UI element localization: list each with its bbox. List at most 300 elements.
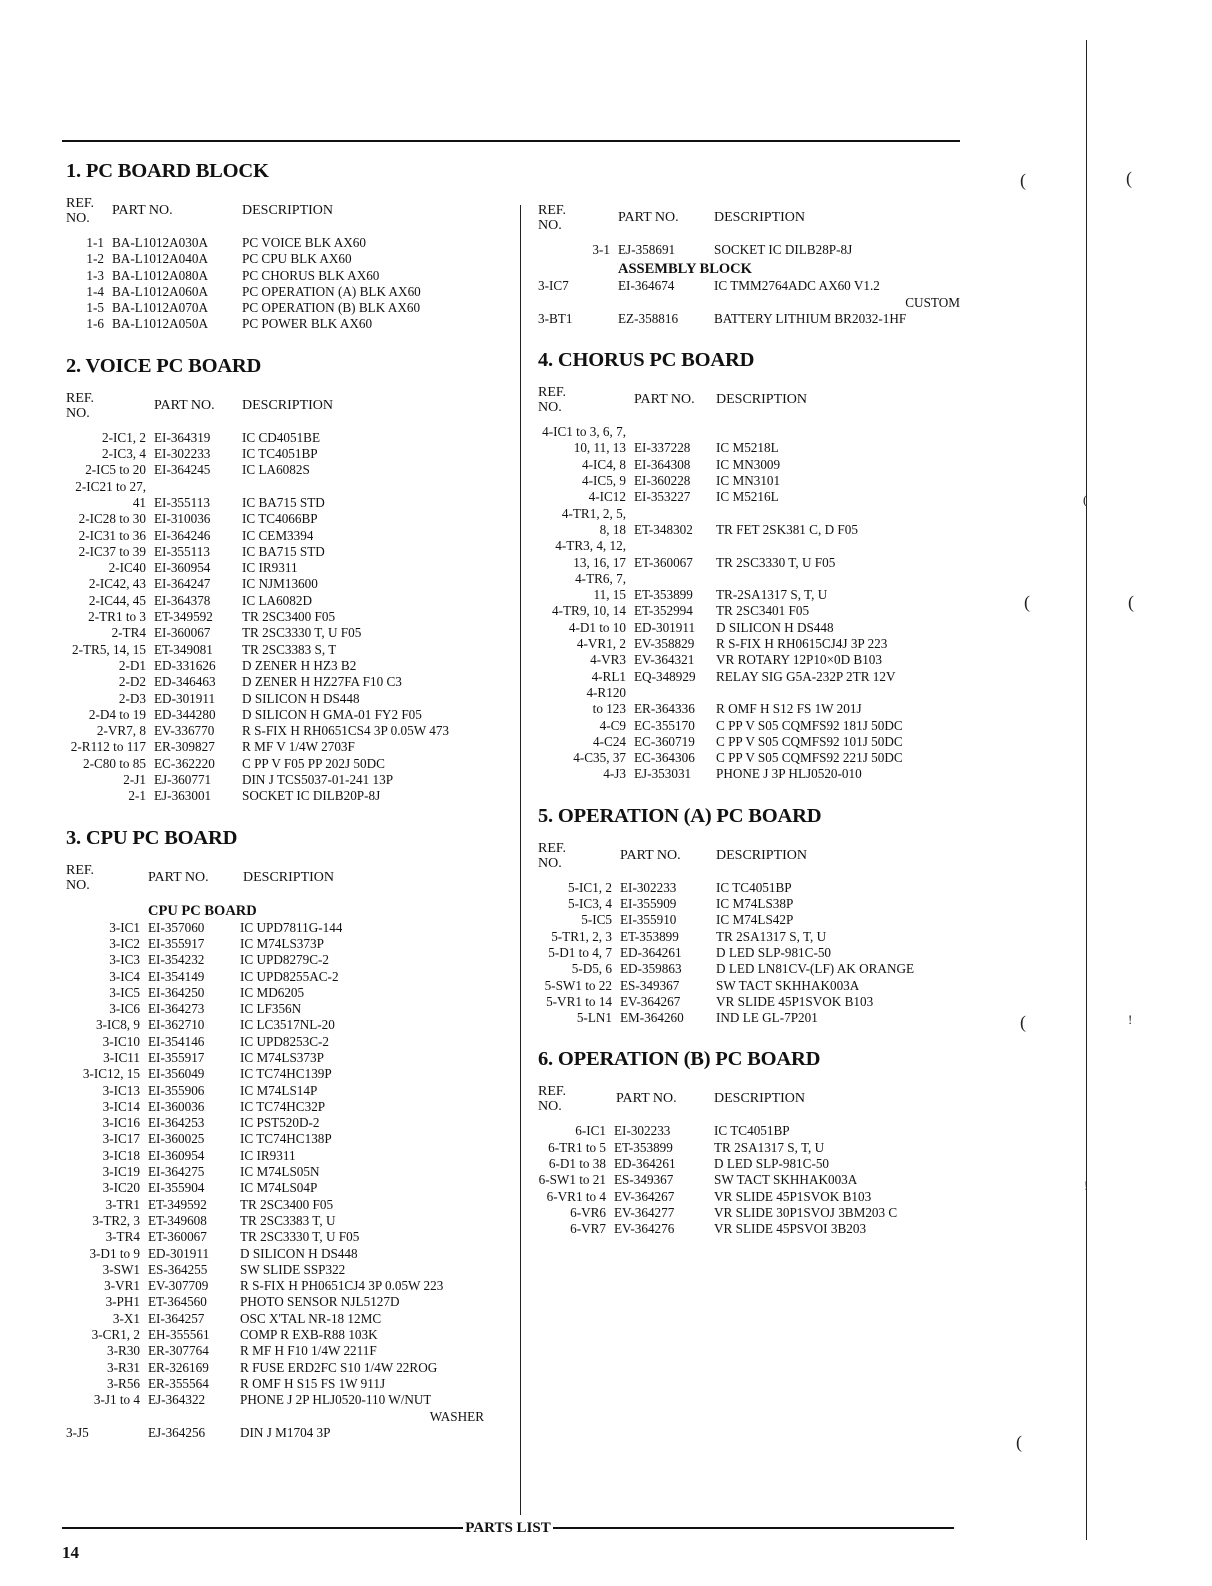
description-cell: IC MN3101 xyxy=(716,473,781,489)
description-cell: IC CD4051BE xyxy=(242,429,321,445)
parts-table xyxy=(66,235,516,333)
ref-no-cell: 3-X1 xyxy=(112,1310,140,1326)
description-cell: VR ROTARY 12P10×0D B103 xyxy=(716,652,882,668)
table-row xyxy=(66,446,516,462)
part-no-cell: EV-336770 xyxy=(154,723,215,739)
table-row xyxy=(66,691,516,707)
ref-no-cell: 2-TR1 to 3 xyxy=(88,609,146,625)
table-row xyxy=(538,734,988,750)
ref-no-cell: 3-IC14 xyxy=(102,1098,140,1114)
ref-no-cell: 1-2 xyxy=(86,251,104,267)
table-row xyxy=(66,462,516,478)
table-row xyxy=(538,571,988,587)
table-row xyxy=(538,912,988,928)
part-no-cell: EI-364247 xyxy=(154,576,211,592)
table-row xyxy=(66,1099,516,1115)
part-no-cell: ED-364261 xyxy=(614,1155,676,1171)
footer-label: PARTS LIST xyxy=(465,1519,551,1536)
part-no-cell: ER-355564 xyxy=(148,1375,209,1391)
ref-no-cell: 3-CR1, 2 xyxy=(91,1327,140,1343)
part-no-cell: ET-353899 xyxy=(620,928,679,944)
ref-no-cell: 1-5 xyxy=(86,300,104,316)
ref-no-cell: 3-IC3 xyxy=(109,952,140,968)
table-row xyxy=(538,652,988,668)
parts-table xyxy=(538,424,988,783)
page-number: 14 xyxy=(62,1543,79,1562)
ref-no-header: REF. NO. xyxy=(66,862,95,893)
ref-no-cell: 3-IC6 xyxy=(109,1001,140,1017)
table-row xyxy=(66,920,516,936)
table-row xyxy=(538,766,988,782)
top-rule xyxy=(62,140,960,142)
part-no-cell: EI-302233 xyxy=(154,446,211,462)
table-row xyxy=(538,242,988,258)
table-row xyxy=(66,1034,516,1050)
part-no-cell: ET-360067 xyxy=(148,1229,207,1245)
description-cell: IND LE GL-7P201 xyxy=(716,1010,818,1026)
description-cell: VR SLIDE 45P1SVOK B103 xyxy=(716,993,874,1009)
table-row xyxy=(538,424,988,440)
description-cell: IC NJM13600 xyxy=(242,576,318,592)
part-no-cell: EI-364257 xyxy=(148,1310,205,1326)
part-no-cell: ET-348302 xyxy=(634,521,693,537)
ref-no-cell: 1-6 xyxy=(86,316,104,332)
part-no-cell xyxy=(634,538,716,554)
part-no-cell: EV-364276 xyxy=(614,1221,675,1237)
table-row xyxy=(66,1294,516,1310)
ref-no-cell: 4-IC5, 9 xyxy=(582,473,626,489)
table-row xyxy=(66,284,516,300)
table-row xyxy=(66,1131,516,1147)
margin-mark: ( xyxy=(1020,1012,1026,1032)
ref-no-cell: 2-IC1, 2 xyxy=(102,429,146,445)
footer-rule xyxy=(553,1527,954,1529)
table-row xyxy=(66,593,516,609)
part-no-cell: EI-302233 xyxy=(614,1123,671,1139)
parts-table xyxy=(538,242,988,258)
description-cell: R MF H F10 1/4W 2211F xyxy=(240,1343,377,1359)
section-title: 4. CHORUS PC BOARD xyxy=(538,349,755,372)
table-row xyxy=(66,1148,516,1164)
description-cell: SOCKET IC DILB28P-8J xyxy=(714,242,853,257)
description-cell: IC M74LS42P xyxy=(716,912,794,928)
ref-no-cell: 5-LN1 xyxy=(576,1010,612,1026)
ref-no-cell: 3-VR1 xyxy=(104,1278,140,1294)
description-cell: SOCKET IC DILB20P-8J xyxy=(242,788,381,804)
table-row xyxy=(66,560,516,576)
part-no-cell: ET-353899 xyxy=(614,1139,673,1155)
description-cell: D SILICON H DS448 xyxy=(716,619,834,635)
table-row xyxy=(66,235,516,251)
description-cell: IC IR9311 xyxy=(242,560,298,576)
table-row xyxy=(66,1017,516,1033)
table-row xyxy=(538,945,988,961)
part-no-cell: BA-L1012A070A xyxy=(112,300,208,316)
ref-no-cell: 2-IC37 to 39 xyxy=(78,543,146,559)
table-row xyxy=(66,1376,516,1392)
description-cell: DIN J TCS5037-01-241 13P xyxy=(242,772,394,788)
description-cell: R OMF H S12 FS 1W 201J xyxy=(716,701,862,717)
ref-no-cell: 5-IC5 xyxy=(581,912,612,928)
ref-no-cell: 10, 11, 13 xyxy=(573,440,626,456)
description-cell: R MF V 1/4W 2703F xyxy=(242,739,355,755)
description-cell: R S-FIX H PH0651CJ4 3P 0.05W 223 xyxy=(240,1278,444,1294)
description-cell: COMP R EXB-R88 103K xyxy=(240,1327,378,1343)
section-operation-b-pc-board xyxy=(538,1048,988,1237)
part-no-cell: EI-355906 xyxy=(148,1082,205,1098)
section-title: 2. VOICE PC BOARD xyxy=(66,354,262,377)
part-no-cell: EV-364267 xyxy=(620,993,681,1009)
table-row xyxy=(538,685,988,701)
ref-no-cell: 3-IC8, 9 xyxy=(96,1017,140,1033)
ref-no-cell: 3-TR4 xyxy=(105,1229,140,1245)
description-cell: IC TC74HC138P xyxy=(240,1131,332,1147)
part-no-cell: ER-307764 xyxy=(148,1343,209,1359)
table-row xyxy=(538,978,988,994)
ref-no-cell: 2-D3 xyxy=(118,690,146,706)
description-cell: SW SLIDE SSP322 xyxy=(240,1261,346,1277)
left-column xyxy=(66,160,516,1463)
part-no-cell: ER-364336 xyxy=(634,701,695,717)
table-row xyxy=(538,506,988,522)
description-cell: D SILICON H GMA-01 FY2 F05 xyxy=(242,706,422,722)
description-cell: IC M74LS373P xyxy=(240,935,324,951)
ref-no-cell: 3-IC12, 15 xyxy=(82,1066,140,1082)
ref-no-cell: 2-D2 xyxy=(118,674,146,690)
table-header xyxy=(66,193,516,229)
table-row xyxy=(66,1001,516,1017)
table-row xyxy=(66,1392,516,1408)
part-no-cell: EI-364250 xyxy=(148,984,205,1000)
table-header xyxy=(538,838,988,874)
table-row xyxy=(538,457,988,473)
description-cell: D SILICON H DS448 xyxy=(240,1245,358,1261)
ref-no-cell: 4-TR9, 10, 14 xyxy=(552,603,626,619)
table-row xyxy=(538,1140,988,1156)
part-no-header: PART NO. xyxy=(148,869,209,885)
description-cell: IC TC4051BP xyxy=(242,446,318,462)
description-cell: TR 2SC3383 S, T xyxy=(242,641,337,657)
table-row xyxy=(538,929,988,945)
ref-no-cell: 4-C9 xyxy=(599,717,626,733)
ref-no-cell: 4-IC1 to 3, 6, 7, xyxy=(542,424,626,440)
table-row xyxy=(66,268,516,284)
description-cell: C PP V S05 CQMFS92 101J 50DC xyxy=(716,733,903,749)
table-row xyxy=(66,1115,516,1131)
description-cell: R S-FIX H RH0615CJ4J 3P 223 xyxy=(716,636,888,652)
table-row xyxy=(66,1066,516,1082)
ref-no-cell: 1-4 xyxy=(86,283,104,299)
table-row xyxy=(538,1221,988,1237)
part-no-cell: EI-353227 xyxy=(634,489,691,505)
table-row xyxy=(538,636,988,652)
ref-no-cell: 8, 18 xyxy=(599,521,626,537)
right-column xyxy=(538,200,988,1259)
description-cell: R OMF H S15 FS 1W 911J xyxy=(240,1375,386,1391)
part-no-cell: EI-355910 xyxy=(620,912,677,928)
ref-no-cell: 2-VR7, 8 xyxy=(96,723,146,739)
description-cell: PHONE J 2P HLJ0520-110 W/NUT xyxy=(240,1392,432,1408)
description-cell: TR 2SC3400 F05 xyxy=(242,609,336,625)
part-no-cell: EC-364306 xyxy=(634,750,695,766)
ref-no-cell: 2-TR4 xyxy=(111,625,146,641)
table-row xyxy=(66,969,516,985)
description-cell: IC BA715 STD xyxy=(242,543,325,559)
section-chorus-pc-board xyxy=(538,349,988,783)
part-no-header: PART NO. xyxy=(620,847,681,863)
part-no-cell: BA-L1012A050A xyxy=(112,316,208,332)
description-cell: IC MD6205 xyxy=(240,984,305,1000)
ref-no-cell: 41 xyxy=(132,494,146,510)
part-no-cell: ET-349592 xyxy=(148,1196,207,1212)
ref-no-cell: 5-VR1 to 14 xyxy=(546,993,612,1009)
part-no-cell: ES-364255 xyxy=(148,1261,208,1277)
table-row xyxy=(66,1278,516,1294)
ref-no-cell: 4-R120 xyxy=(586,684,626,700)
description-cell: TR 2SC3400 F05 xyxy=(240,1196,334,1212)
ref-no-cell: 2-IC5 to 20 xyxy=(85,462,146,478)
description-cell: IC TC74HC139P xyxy=(240,1066,332,1082)
table-header xyxy=(538,382,988,418)
ref-no-cell: 3-IC11 xyxy=(103,1049,140,1065)
ref-no-cell: 2-IC40 xyxy=(108,560,146,576)
description-cell: RELAY SIG G5A-232P 2TR 12V xyxy=(716,668,896,684)
ref-no-cell: 4-RL1 xyxy=(591,668,626,684)
table-row xyxy=(538,555,988,571)
table-row xyxy=(538,440,988,456)
part-no-cell: BA-L1012A040A xyxy=(112,251,208,267)
description-cell: D LED LN81CV-(LF) AK ORANGE xyxy=(716,961,915,977)
ref-no-cell: 3-IC20 xyxy=(102,1180,140,1196)
ref-no-cell: 1-3 xyxy=(86,267,104,283)
description-cell: TR-2SA1317 S, T, U xyxy=(716,587,828,603)
description-cell: TR FET 2SK381 C, D F05 xyxy=(716,521,858,537)
ref-no-cell: 6-VR7 xyxy=(570,1221,606,1237)
description-cell: TR 2SC3330 T, U F05 xyxy=(242,625,362,641)
description-cell: IC TC4066BP xyxy=(242,511,318,527)
part-no-cell: ED-364261 xyxy=(620,944,682,960)
description-cell: R FUSE ERD2FC S10 1/4W 22ROG xyxy=(240,1359,438,1375)
ref-no-cell: 2-IC42, 43 xyxy=(88,576,146,592)
ref-no-cell: 4-J3 xyxy=(603,766,626,782)
continuation-text: CUSTOM xyxy=(905,294,960,310)
table-row xyxy=(66,1360,516,1376)
part-no-cell: EJ-364322 xyxy=(148,1392,206,1408)
ref-no-cell: 3-J1 to 4 xyxy=(93,1392,140,1408)
part-no-cell: EV-307709 xyxy=(148,1278,209,1294)
ref-no-cell: 1-1 xyxy=(86,235,104,250)
ref-no-header: REF. NO. xyxy=(538,840,567,871)
part-no-cell xyxy=(634,506,716,522)
part-no-cell: ET-364560 xyxy=(148,1294,207,1310)
description-cell: D SILICON H DS448 xyxy=(242,690,360,706)
table-row xyxy=(66,316,516,332)
ref-no-header: REF. NO. xyxy=(66,196,95,226)
margin-mark: ( xyxy=(1020,170,1026,190)
table-row xyxy=(66,1246,516,1262)
part-no-cell: ES-349367 xyxy=(614,1172,674,1188)
part-no-cell: ES-349367 xyxy=(620,977,680,993)
description-cell: IC MN3009 xyxy=(716,456,781,472)
ref-no-cell: 4-TR6, 7, xyxy=(575,570,626,586)
table-row xyxy=(66,1343,516,1359)
description-cell: IC TC74HC32P xyxy=(240,1098,326,1114)
ref-no-header: REF. NO. xyxy=(538,1084,567,1115)
part-no-cell: EI-355113 xyxy=(154,494,210,510)
ref-no-cell: 2-D4 to 19 xyxy=(88,706,146,722)
subheading: CPU PC BOARD xyxy=(148,902,257,919)
part-no-cell: EI-362710 xyxy=(148,1017,205,1033)
table-row xyxy=(66,1327,516,1343)
part-no-cell: EI-364275 xyxy=(148,1164,205,1180)
table-row xyxy=(66,985,516,1001)
section-operation-a-pc-board xyxy=(538,805,988,1027)
description-cell: PC CPU BLK AX60 xyxy=(242,251,352,267)
part-no-cell: EI-354232 xyxy=(148,952,205,968)
table-row xyxy=(538,587,988,603)
table-row xyxy=(538,750,988,766)
description-cell: OSC X'TAL NR-18 12MC xyxy=(240,1310,382,1326)
part-no-cell: ED-359863 xyxy=(620,961,682,977)
section-cpu-pc-board xyxy=(66,827,516,1442)
part-no-cell: ER-326169 xyxy=(148,1359,209,1375)
section-cpu-continued xyxy=(538,200,988,327)
footer-rule xyxy=(62,1527,463,1529)
description-cell: C PP V S05 CQMFS92 181J 50DC xyxy=(716,717,903,733)
part-no-cell: EI-337228 xyxy=(634,440,691,456)
ref-no-cell: 3-R30 xyxy=(107,1343,140,1359)
ref-no-cell: 3-IC18 xyxy=(102,1147,140,1163)
page-edge-line xyxy=(1086,40,1087,1540)
part-no-cell: EI-355917 xyxy=(148,935,205,951)
part-no-cell: EM-364260 xyxy=(620,1010,684,1026)
part-no-cell: ED-301911 xyxy=(148,1245,210,1261)
ref-no-cell: 3-R56 xyxy=(107,1375,140,1391)
column-divider xyxy=(520,205,521,1515)
ref-no-cell: 4-D1 to 10 xyxy=(568,619,626,635)
table-row xyxy=(538,1123,988,1139)
section-pc-board-block xyxy=(66,160,516,333)
description-cell: IC M74LS373P xyxy=(240,1049,324,1065)
ref-no-cell: 3-IC16 xyxy=(102,1115,140,1131)
description-header: DESCRIPTION xyxy=(243,869,335,885)
table-row xyxy=(66,1050,516,1066)
part-no-cell: EI-354146 xyxy=(148,1033,205,1049)
table-row xyxy=(538,896,988,912)
ref-no-cell: 3-TR1 xyxy=(105,1196,140,1212)
description-cell: C PP V F05 PP 202J 50DC xyxy=(242,755,385,771)
table-row xyxy=(66,772,516,788)
ref-no-cell: 6-SW1 to 21 xyxy=(538,1172,606,1188)
ref-no-cell: 5-D1 to 4, 7 xyxy=(548,944,612,960)
table-row xyxy=(66,251,516,267)
part-no-cell: ED-301911 xyxy=(634,619,696,635)
section-title: 6. OPERATION (B) PC BOARD xyxy=(538,1048,821,1071)
ref-no-cell: 5-SW1 to 22 xyxy=(544,977,612,993)
description-cell: TR 2SC3383 T, U xyxy=(240,1212,336,1228)
ref-no-cell: to 123 xyxy=(592,701,626,717)
ref-no-cell: 5-IC3, 4 xyxy=(568,896,612,912)
description-cell: TR 2SC3330 T, U F05 xyxy=(240,1229,360,1245)
ref-no-cell: 6-VR6 xyxy=(570,1204,606,1220)
description-cell: IC LF356N xyxy=(240,1001,302,1017)
parts-list-footer xyxy=(62,1520,954,1536)
table-row xyxy=(538,473,988,489)
part-no-cell: ET-352994 xyxy=(634,603,693,619)
ref-no-cell: 11, 15 xyxy=(593,587,626,603)
ref-no-header: REF. NO. xyxy=(66,390,95,421)
ref-no-cell: 6-VR1 to 4 xyxy=(546,1188,606,1204)
part-no-header: PART NO. xyxy=(634,392,695,408)
part-no-cell: EV-364267 xyxy=(614,1188,675,1204)
description-cell: IC M74LS04P xyxy=(240,1180,318,1196)
table-row: 3-J5 EJ-364256 DIN J M1704 3P xyxy=(66,1424,331,1440)
part-no-cell: ET-349592 xyxy=(154,609,213,625)
part-no-cell xyxy=(634,571,716,587)
table-row xyxy=(66,936,516,952)
part-no-header: PART NO. xyxy=(112,203,173,218)
table-header xyxy=(538,200,988,236)
margin-mark: ( xyxy=(1024,592,1030,612)
part-no-cell: ET-349608 xyxy=(148,1212,207,1228)
ref-no-cell: 5-IC1, 2 xyxy=(568,879,612,895)
description-cell: IC M74LS05N xyxy=(240,1164,320,1180)
ref-no-header: REF. NO. xyxy=(538,203,567,233)
ref-no-cell: 2-R112 to 117 xyxy=(70,739,146,755)
table-row: 3-BT1 EZ-358816 BATTERY LITHIUM BR2032-1HF xyxy=(538,310,907,326)
table-row xyxy=(538,994,988,1010)
part-no-cell: EQ-348929 xyxy=(634,668,696,684)
description-cell: IC TC4051BP xyxy=(716,879,792,895)
table-row xyxy=(66,1164,516,1180)
parts-table xyxy=(538,880,988,1027)
part-no-cell: EJ-360771 xyxy=(154,772,212,788)
part-no-cell: ER-309827 xyxy=(154,739,215,755)
description-cell: TR 2SC3401 F05 xyxy=(716,603,810,619)
part-no-cell: ED-331626 xyxy=(154,657,216,673)
part-no-cell: EI-360067 xyxy=(154,625,211,641)
ref-no-header: REF. NO. xyxy=(538,385,567,416)
table-row xyxy=(66,528,516,544)
ref-no-cell: 3-IC10 xyxy=(102,1033,140,1049)
table-row xyxy=(538,1156,988,1172)
part-no-cell: EJ-353031 xyxy=(634,766,692,782)
part-no-cell xyxy=(634,424,716,440)
ref-no-cell: 4-IC4, 8 xyxy=(582,456,626,472)
description-cell: PHONE J 3P HLJ0520-010 xyxy=(716,766,862,782)
section-voice-pc-board xyxy=(66,355,516,805)
description-cell: VR SLIDE 45P1SVOK B103 xyxy=(714,1188,872,1204)
part-no-cell: EI-310036 xyxy=(154,511,211,527)
description-cell: D LED SLP-981C-50 xyxy=(714,1155,830,1171)
description-cell: IC PST520D-2 xyxy=(240,1115,320,1131)
part-no-cell: EI-364273 xyxy=(148,1001,205,1017)
table-row xyxy=(66,1180,516,1196)
table-row xyxy=(66,952,516,968)
ref-no-cell: 2-D1 xyxy=(118,657,146,673)
ref-no-cell: 2-IC31 to 36 xyxy=(78,527,146,543)
part-no-cell: ED-346463 xyxy=(154,674,216,690)
description-cell: VR SLIDE 45PSVOI 3B203 xyxy=(714,1221,867,1237)
description-cell: IC CEM3394 xyxy=(242,527,314,543)
ref-no-cell: 4-TR1, 2, 5, xyxy=(561,505,626,521)
part-no-cell: EI-364253 xyxy=(148,1115,205,1131)
part-no-cell: EI-364378 xyxy=(154,592,211,608)
margin-mark: ! xyxy=(1084,1178,1089,1193)
table-row xyxy=(66,511,516,527)
ref-no-cell: 3-IC13 xyxy=(102,1082,140,1098)
ref-no-cell: 2-C80 to 85 xyxy=(82,755,146,771)
